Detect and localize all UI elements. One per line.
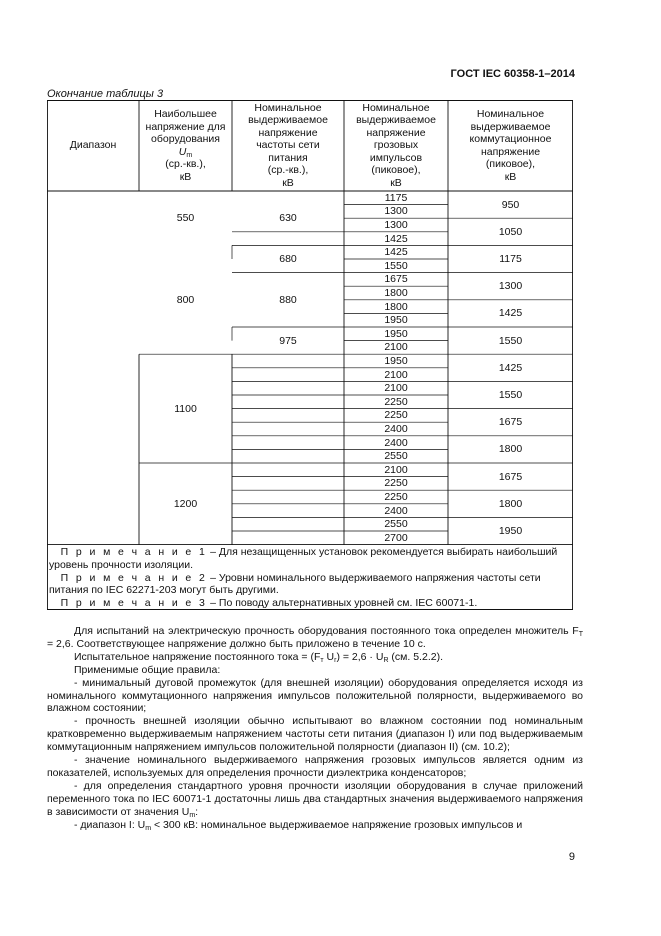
cell-lightning-impulse: 1950: [384, 354, 408, 367]
cell-lightning-impulse: 1425: [384, 245, 408, 258]
cell-lightning-impulse: 2100: [384, 368, 408, 381]
cell-lightning-impulse: 2250: [384, 477, 408, 490]
paragraph: - для определения стандартного уровня прочности изоляции оборудования в случае приложений переменного тока по IEC 60071-1 достаточны лишь два стандартных значения выдерживаемого напряжения в зависимости от значения $U_m$:: [47, 779, 583, 819]
cell-lightning-impulse: 1675: [384, 273, 408, 286]
cell-switching-impulse: 1950: [498, 524, 523, 537]
cell-lightning-impulse: 2400: [384, 422, 408, 435]
cell-switching-impulse: 1550: [498, 388, 523, 401]
cell-lightning-impulse: 1550: [384, 259, 408, 272]
cell-lightning-impulse: 1425: [384, 232, 408, 245]
header-switching-impulse: Номинальное выдерживаемое коммутационное напряжение (пиковое), кВ: [469, 108, 552, 183]
header-range: Диапазон: [69, 139, 117, 152]
cell-switching-impulse: 1425: [498, 307, 523, 320]
cell-um: 550: [176, 211, 195, 224]
cell-lightning-impulse: 2100: [384, 341, 408, 354]
cell-lightning-impulse: 1950: [384, 327, 408, 340]
note-2: П р и м е ч а н и е 2 – Уровни номинального выдерживаемого напряжения частоты сети питания по IEC 62271-203 могут быть другими.: [49, 571, 541, 597]
cell-lightning-impulse: 2700: [384, 531, 408, 544]
cell-power-frequency: 680: [279, 252, 297, 265]
header-um: Наибольшее напряжение для оборудования $U_m$ (ср.-кв.), кВ: [145, 108, 226, 183]
standard-header: ГОСТ IEC 60358-1–2014: [450, 68, 575, 80]
page-number: 9: [568, 851, 575, 863]
cell-switching-impulse: 1050: [498, 225, 523, 238]
table-notes: [49, 546, 569, 610]
paragraph: - значение номинального выдерживаемого напряжения грозовых импульсов является одним из показателей, используемых для определения прочности диэлектрика конденсаторов;: [47, 754, 583, 779]
note-3: П р и м е ч а н и е 3 – По поводу альтернативных уровней см. IEC 60071-1.: [60, 597, 478, 610]
cell-power-frequency: 630: [279, 211, 297, 224]
cell-lightning-impulse: 2400: [384, 436, 408, 449]
table-caption: Окончание таблицы 3: [47, 88, 164, 100]
cell-switching-impulse: 1800: [498, 443, 523, 456]
note-1: П р и м е ч а н и е 1 – Для незащищенных установок рекомендуется выбирать наибольший уровень прочности изоляции.: [49, 546, 558, 571]
cell-switching-impulse: 1550: [498, 334, 523, 347]
cell-lightning-impulse: 1300: [384, 205, 408, 218]
body-text: [47, 625, 583, 832]
cell-switching-impulse: 950: [501, 198, 520, 211]
header-lightning-impulse: Номинальное выдерживаемое напряжение грозовых импульсов (пиковое), кВ: [356, 101, 436, 189]
cell-switching-impulse: 1425: [498, 361, 523, 374]
cell-switching-impulse: 1675: [498, 415, 523, 428]
paragraph: Для испытаний на электрическую прочность оборудования постоянного тока определен множитель $F_T = 2,6$. Соответствующее напряжение должно быть приложено в течение 10 с.: [47, 625, 583, 650]
cell-lightning-impulse: 2400: [384, 504, 408, 517]
cell-lightning-impulse: 1300: [384, 218, 408, 231]
header-power-frequency: Номинальное выдерживаемое напряжение частоты сети питания (ср.-кв.), кВ: [248, 101, 328, 189]
cell-lightning-impulse: 1950: [384, 313, 408, 326]
paragraph: Применимые общие правила:: [74, 663, 221, 676]
cell-lightning-impulse: 1175: [384, 191, 408, 204]
cell-lightning-impulse: 2550: [384, 449, 408, 462]
cell-lightning-impulse: 2250: [384, 490, 408, 503]
cell-switching-impulse: 1675: [498, 470, 523, 483]
cell-switching-impulse: 1300: [498, 279, 523, 292]
cell-lightning-impulse: 2250: [384, 395, 408, 408]
cell-power-frequency: 975: [279, 334, 297, 347]
cell-um: 800: [176, 293, 195, 306]
table-3-continuation: [47, 100, 573, 610]
cell-lightning-impulse: 2250: [384, 409, 408, 422]
paragraph: - диапазон I: $U_m < 300$ кВ: номинальное выдерживаемое напряжение грозовых импульсов и: [74, 818, 523, 832]
cell-um: 1200: [173, 497, 198, 510]
cell-um: 1100: [174, 402, 197, 415]
paragraph: Испытательное напряжение постоянного тока = ($F_т$ $U_r) = 2,6 \cdot U_R$ (см. 5.2.2).: [74, 650, 443, 664]
cell-lightning-impulse: 2100: [384, 463, 408, 476]
cell-power-frequency: 880: [279, 293, 297, 306]
paragraph: - прочность внешней изоляции обычно испытывают во влажном состоянии под номинальным кратковременно выдерживаемым напряжением частоты сети питания (диапазон I) или под выдерживаемым коммутационным напряжением импульсов положительной полярности (диапазон II) (см. 10.2);: [47, 715, 583, 754]
cell-lightning-impulse: 2100: [384, 381, 408, 394]
paragraph: - минимальный дуговой промежуток (для внешней изоляции) оборудования определяется исходя из номинального коммутационного напряжения импульсов положительной полярности, выдерживаемого во влажном состоянии;: [47, 676, 583, 715]
cell-lightning-impulse: 2550: [384, 517, 408, 530]
cell-switching-impulse: 1175: [499, 252, 522, 265]
cell-switching-impulse: 1800: [498, 497, 523, 510]
cell-lightning-impulse: 1800: [384, 300, 408, 313]
cell-lightning-impulse: 1800: [384, 286, 408, 299]
